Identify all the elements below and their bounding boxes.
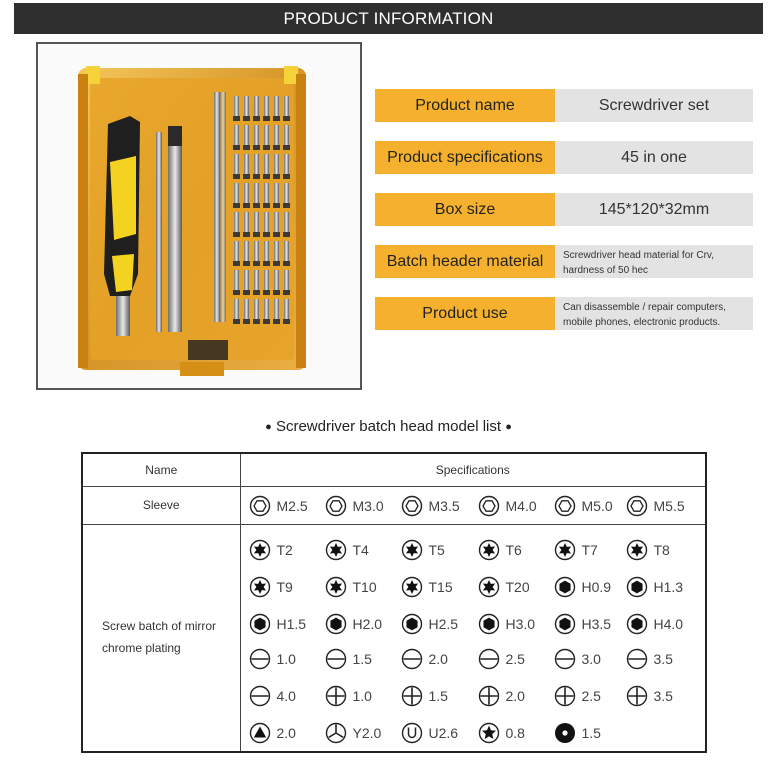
bit-spec-label: T7: [581, 541, 598, 558]
bit-spec-item: [401, 576, 453, 598]
bit-spec-label: 2.0: [505, 687, 525, 704]
triangle-icon: [249, 722, 271, 744]
bit-spec-item: [626, 648, 673, 670]
slotted-icon: [554, 648, 576, 670]
bit-spec-item: [401, 613, 459, 635]
header-specs: Specifications: [240, 453, 706, 486]
bit-spec-item: [554, 613, 612, 635]
bit-spec-label: 1.5: [581, 724, 601, 741]
product-info-value: 45 in one: [555, 141, 753, 174]
slotted-icon: [626, 648, 648, 670]
bit-spec-item: [401, 648, 448, 670]
bit-spec-label: 2.0: [428, 650, 448, 667]
bit-spec-item: [325, 539, 369, 561]
hex-bit-icon: [249, 613, 271, 635]
product-photo: [36, 42, 362, 390]
bit-spec-label: H3.0: [505, 615, 536, 632]
hex-socket-icon: [478, 495, 500, 517]
bit-spec-label: 1.5: [352, 650, 372, 667]
bit-spec-item: [626, 613, 684, 635]
bit-spec-item: [478, 613, 536, 635]
slotted-icon: [401, 648, 423, 670]
bits-name: Screw batch of mirror chrome plating: [82, 524, 240, 752]
bit-spec-item: [249, 722, 296, 744]
bit-spec-label: H0.9: [581, 578, 612, 595]
bit-spec-label: H1.3: [653, 578, 684, 595]
bit-spec-label: M5.5: [653, 497, 685, 514]
product-info-key: Box size: [375, 193, 555, 226]
product-info-key: Product name: [375, 89, 555, 122]
product-info-row: [375, 141, 753, 174]
u-shape-icon: [401, 722, 423, 744]
torx-icon: [325, 539, 347, 561]
bit-spec-item: [325, 576, 377, 598]
hex-socket-icon: [249, 495, 271, 517]
bit-spec-label: H3.5: [581, 615, 612, 632]
product-info-row: [375, 245, 753, 278]
hex-bit-icon: [401, 613, 423, 635]
model-list-title: [0, 418, 777, 435]
hex-bit-icon: [626, 613, 648, 635]
bit-spec-item: [249, 539, 293, 561]
bit-spec-item: [478, 648, 525, 670]
product-info-row: [375, 193, 753, 226]
torx-icon: [325, 576, 347, 598]
hex-bit-icon: [626, 576, 648, 598]
model-table: [81, 452, 707, 753]
bit-spec-label: T8: [653, 541, 670, 558]
sleeve-name: Sleeve: [82, 486, 240, 524]
bit-spec-item: [249, 648, 296, 670]
bit-spec-item: [554, 685, 601, 707]
table-row: [82, 524, 706, 752]
sleeve-specs: [240, 486, 706, 524]
bit-spec-item: [554, 495, 613, 517]
pentalobe-icon: [478, 722, 500, 744]
bit-spec-label: T10: [352, 578, 377, 595]
phillips-icon: [325, 685, 347, 707]
bit-spec-label: T5: [428, 541, 445, 558]
tri-wing-icon: [325, 722, 347, 744]
bit-spec-label: T20: [505, 578, 530, 595]
bit-spec-label: M3.5: [428, 497, 460, 514]
bit-spec-label: 1.0: [352, 687, 372, 704]
torx-icon: [401, 576, 423, 598]
bit-spec-item: [325, 648, 372, 670]
bit-spec-item: [325, 722, 382, 744]
phillips-icon: [401, 685, 423, 707]
screwdriver-set-illustration: [38, 44, 360, 388]
product-info-value: 145*120*32mm: [555, 193, 753, 226]
bit-spec-item: [626, 539, 670, 561]
bit-spec-item: [325, 495, 384, 517]
product-info-value: Screwdriver set: [555, 89, 753, 122]
bit-spec-item: [401, 539, 445, 561]
bit-spec-label: M4.0: [505, 497, 537, 514]
product-info-key: Product use: [375, 297, 555, 330]
bit-spec-label: 2.0: [276, 724, 296, 741]
bit-spec-label: T6: [505, 541, 522, 558]
bit-spec-item: [401, 685, 448, 707]
bit-spec-label: 0.8: [505, 724, 525, 741]
bit-spec-item: [626, 495, 685, 517]
bit-spec-label: 3.0: [581, 650, 601, 667]
bit-spec-label: H2.5: [428, 615, 459, 632]
header-name: Name: [82, 453, 240, 486]
slotted-icon: [325, 648, 347, 670]
bit-spec-label: T15: [428, 578, 453, 595]
slotted-icon: [478, 648, 500, 670]
bit-spec-item: [249, 613, 307, 635]
bit-spec-item: [554, 576, 612, 598]
bit-spec-label: H1.5: [276, 615, 307, 632]
hex-bit-icon: [478, 613, 500, 635]
bullet-icon: ●: [265, 421, 272, 433]
bit-spec-label: M3.0: [352, 497, 384, 514]
table-header-row: [82, 453, 706, 486]
bit-spec-label: T4: [352, 541, 369, 558]
bit-spec-item: [554, 648, 601, 670]
table-row: [82, 486, 706, 524]
bit-spec-item: [249, 576, 293, 598]
product-info-key: Product specifications: [375, 141, 555, 174]
bit-spec-label: 1.0: [276, 650, 296, 667]
bit-spec-label: 3.5: [653, 687, 673, 704]
hex-socket-icon: [554, 495, 576, 517]
phillips-icon: [626, 685, 648, 707]
bit-spec-label: 3.5: [653, 650, 673, 667]
torx-icon: [478, 539, 500, 561]
bit-spec-item: [626, 576, 684, 598]
hex-socket-icon: [626, 495, 648, 517]
hex-bit-icon: [554, 613, 576, 635]
torx-icon: [478, 576, 500, 598]
product-info-key: Batch header material: [375, 245, 555, 278]
bit-spec-label: 1.5: [428, 687, 448, 704]
bit-spec-item: [249, 685, 296, 707]
bit-spec-label: H2.0: [352, 615, 383, 632]
bit-spec-item: [478, 722, 525, 744]
bit-spec-label: 4.0: [276, 687, 296, 704]
torx-icon: [249, 576, 271, 598]
torx-icon: [554, 539, 576, 561]
hex-bit-icon: [325, 613, 347, 635]
bit-spec-item: [554, 539, 598, 561]
phillips-icon: [478, 685, 500, 707]
product-info-row: [375, 297, 753, 330]
bit-spec-label: M5.0: [581, 497, 613, 514]
torx-icon: [401, 539, 423, 561]
bit-spec-label: H4.0: [653, 615, 684, 632]
bits-specs: [240, 524, 706, 752]
bit-spec-label: Y2.0: [352, 724, 382, 741]
torx-icon: [249, 539, 271, 561]
product-info-value: Can disassemble / repair computers, mobile phones, electronic products.: [555, 297, 753, 330]
hex-socket-icon: [325, 495, 347, 517]
bit-spec-label: 2.5: [505, 650, 525, 667]
bit-spec-item: [325, 685, 372, 707]
bit-spec-item: [478, 495, 537, 517]
bit-spec-label: 2.5: [581, 687, 601, 704]
bullet-icon: ●: [505, 421, 512, 433]
bit-spec-item: [554, 722, 601, 744]
bit-spec-item: [401, 722, 459, 744]
torx-icon: [626, 539, 648, 561]
model-list-title-text: Screwdriver batch head model list: [275, 418, 502, 435]
slotted-icon: [249, 685, 271, 707]
bit-spec-label: M2.5: [276, 497, 308, 514]
bit-spec-item: [325, 613, 383, 635]
hex-socket-icon: [401, 495, 423, 517]
bit-spec-item: [478, 685, 525, 707]
slotted-icon: [249, 648, 271, 670]
bit-spec-item: [478, 576, 530, 598]
product-info-row: [375, 89, 753, 122]
bit-spec-item: [249, 495, 308, 517]
round-icon: [554, 722, 576, 744]
bit-spec-label: T9: [276, 578, 293, 595]
bit-spec-label: U2.6: [428, 724, 459, 741]
header-banner: PRODUCT INFORMATION: [14, 3, 763, 34]
phillips-icon: [554, 685, 576, 707]
bit-spec-item: [401, 495, 460, 517]
bit-grid: [214, 92, 226, 322]
hex-bit-icon: [554, 576, 576, 598]
bit-spec-item: [626, 685, 673, 707]
bit-spec-label: T2: [276, 541, 293, 558]
bit-spec-item: [478, 539, 522, 561]
product-info-value: Screwdriver head material for Crv, hardness of 50 hec: [555, 245, 753, 278]
